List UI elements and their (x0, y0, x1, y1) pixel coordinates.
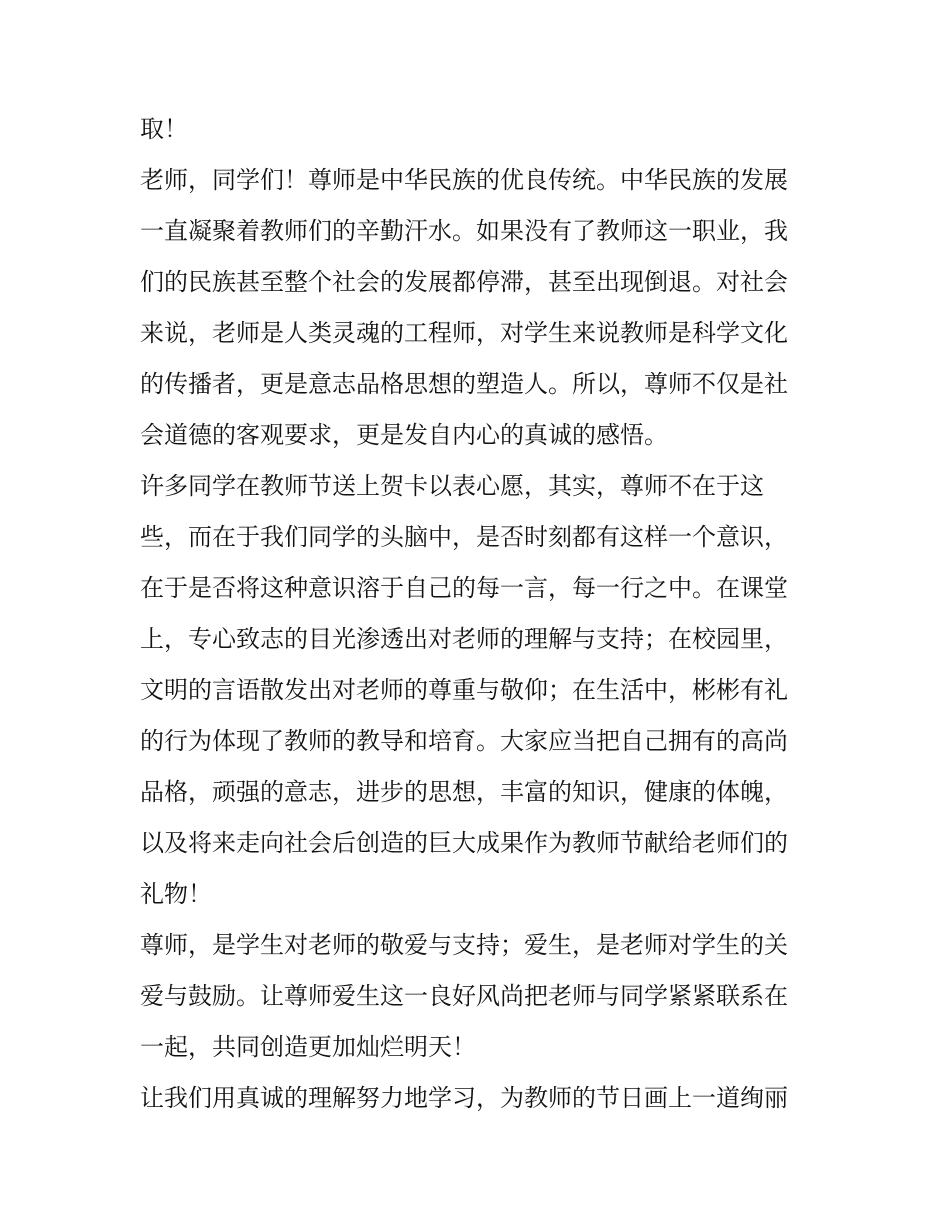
text-line: 尊师，是学生对老师的敬爱与支持；爱生，是老师对学生的关 (140, 931, 788, 959)
text-line: 文明的言语散发出对老师的尊重与敬仰；在生活中，彬彬有礼 (140, 676, 788, 704)
text-line: 在于是否将这种意识溶于自己的每一言，每一行之中。在课堂 (140, 574, 788, 602)
text-line: 来说，老师是人类灵魂的工程师，对学生来说教师是科学文化 (140, 319, 788, 347)
text-line: 取！ (140, 115, 188, 143)
text-line: 的行为体现了教师的教导和培育。大家应当把自己拥有的高尚 (140, 727, 788, 755)
text-line: 些，而在于我们同学的头脑中，是否时刻都有这样一个意识， (140, 523, 788, 551)
text-line: 让我们用真诚的理解努力地学习，为教师的节日画上一道绚丽 (140, 1084, 788, 1112)
text-line: 爱与鼓励。让尊师爱生这一良好风尚把老师与同学紧紧联系在 (140, 982, 788, 1010)
text-line: 许多同学在教师节送上贺卡以表心愿，其实，尊师不在于这 (140, 472, 764, 500)
text-line: 会道德的客观要求，更是发自内心的真诚的感悟。 (140, 421, 668, 449)
text-line: 老师，同学们！尊师是中华民族的优良传统。中华民族的发展 (140, 166, 788, 194)
text-line: 一起，共同创造更加灿烂明天！ (140, 1033, 476, 1061)
text-line: 品格，顽强的意志，进步的思想，丰富的知识，健康的体魄， (140, 778, 788, 806)
text-line: 上，专心致志的目光渗透出对老师的理解与支持；在校园里， (140, 625, 788, 653)
body-text (140, 104, 820, 1124)
text-line: 礼物！ (140, 880, 212, 908)
text-line: 一直凝聚着教师们的辛勤汗水。如果没有了教师这一职业，我 (140, 217, 788, 245)
text-line: 们的民族甚至整个社会的发展都停滞，甚至出现倒退。对社会 (140, 268, 788, 296)
text-line: 以及将来走向社会后创造的巨大成果作为教师节献给老师们的 (140, 829, 788, 857)
text-line: 的传播者，更是意志品格思想的塑造人。所以，尊师不仅是社 (140, 370, 788, 398)
